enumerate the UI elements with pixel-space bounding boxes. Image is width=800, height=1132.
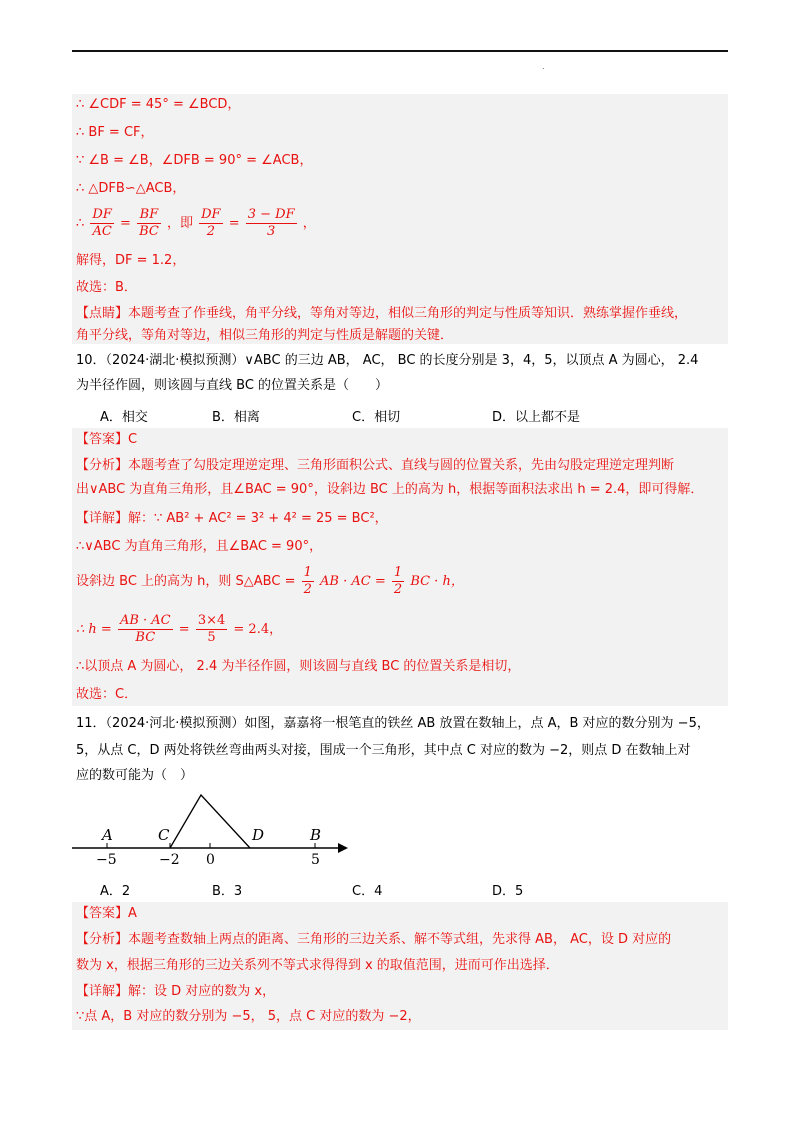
q10-detail-line2: ∴∨ABC 为直角三角形，且∠BAC = 90°， <box>76 539 323 554</box>
q11-stem-line3: 应的数可能为（ ） <box>76 768 194 783</box>
sol9-line4: ∴ △DFB∽△ACB， <box>76 181 186 196</box>
q11-detail-line1: 【详解】解：设 D 对应的数为 x， <box>76 984 276 999</box>
q10-answer: 【答案】C <box>76 432 138 447</box>
fraction: $\frac{1}{2}$ <box>393 565 403 597</box>
axis-arrow-icon <box>338 843 348 853</box>
q11-analysis-line1: 【分析】本题考查数轴上两点的距离、三角形的三边关系、解不等式组，先求得 AB， AC，设 D 对应的 <box>76 932 672 947</box>
q10-detail-line5: ∴以顶点 A 为圆心， 2.4 为半径作圆，则该圆与直线 BC 的位置关系是相切， <box>76 659 521 674</box>
number-line-figure <box>60 788 360 870</box>
fraction: $\frac{3\times 4}{5}$ <box>197 613 226 645</box>
fraction: $\frac{1}{2}$ <box>303 565 312 597</box>
q11-stem-line2: 5，从点 C，D 两处将铁丝弯曲两头对接，围成一个三角形，其中点 C 对应的数为 −2，则点 D 在数轴上对 <box>76 743 691 758</box>
label-b: B <box>310 826 322 844</box>
tick-label-neg5: −5 <box>96 852 117 868</box>
q11-option-d: D．5 <box>492 884 524 899</box>
sol9-line1: ∴ ∠CDF = 45° = ∠BCD， <box>76 97 241 112</box>
sol9-line3: ∵ ∠B = ∠B，∠DFB = 90° = ∠ACB， <box>76 153 313 168</box>
tick-label-neg2: −2 <box>159 852 180 868</box>
q11-detail-line2: ∵点 A，B 对应的数分别为 −5， 5，点 C 对应的数为 −2， <box>76 1009 421 1024</box>
fraction: $\frac{DF}{2}$ <box>201 207 221 239</box>
q10-option-b: B．相离 <box>212 410 260 425</box>
q10-analysis-line1: 【分析】本题考查了勾股定理逆定理、三角形面积公式、直线与圆的位置关系，先由勾股定理逆定理判断 <box>76 458 675 473</box>
header-dot: . <box>542 62 545 71</box>
q10-detail-line1: 【详解】解：∵ AB² + AC² = 3² + 4² = 25 = BC²， <box>76 511 388 526</box>
therefore-symbol: ∴ <box>76 216 85 231</box>
header-rule <box>72 50 728 52</box>
q10-detail-line3: 设斜边 BC 上的高为 h，则 S△ABC = $\frac{1}{2}$ AB · AC = $\frac{1}{2}$ BC · h， <box>76 565 464 597</box>
sol9-comment-line1: 【点睛】本题考查了作垂线，角平分线，等角对等边，相似三角形的判定与性质等知识．熟练掌握作垂线， <box>76 306 688 321</box>
sol9-line5: ∴ $\frac{DF}{AC}$ = $\frac{BF}{BC}$ ，即 $\frac{DF}{2}$ = $\frac{3 - DF}{3}$ ， <box>76 207 316 239</box>
sol9-comment-line2: 角平分线，等角对等边，相似三角形的判定与性质是解题的关键． <box>76 328 454 343</box>
q10-detail-line6: 故选：C． <box>76 687 138 702</box>
q11-stem-line1: 11．（2024·河北·模拟预测）如图，嘉嘉将一根笔直的铁丝 AB 放置在数轴上，点 A，B 对应的数分别为 −5， <box>76 716 710 731</box>
tick-label-5: 5 <box>311 852 320 868</box>
triangle-wire <box>170 795 250 848</box>
q10-option-c: C．相切 <box>352 410 401 425</box>
sol9-line2: ∴ BF = CF， <box>76 125 154 140</box>
sol9-line6: 解得，DF = 1.2， <box>76 253 186 268</box>
q10-stem-line1: 10．（2024·湖北·模拟预测）∨ABC 的三边 AB， AC， BC 的长度分别是 3，4，5，以顶点 A 为圆心， 2.4 <box>76 353 699 368</box>
q11-option-b: B．3 <box>212 884 243 899</box>
label-c: C <box>158 826 170 844</box>
q10-option-a: A．相交 <box>100 410 148 425</box>
q10-analysis-line2: 出∨ABC 为直角三角形，且∠BAC = 90°，设斜边 BC 上的高为 h，根据等面积法求出 h = 2.4，即可得解． <box>76 482 704 497</box>
fraction: $\frac{AB \cdot AC}{BC}$ <box>119 613 171 645</box>
fraction: $\frac{DF}{AC}$ <box>92 207 112 239</box>
q10-option-d: D．以上都不是 <box>492 410 581 425</box>
q11-option-c: C．4 <box>352 884 383 899</box>
label-a: A <box>102 826 113 844</box>
q11-option-a: A．2 <box>100 884 131 899</box>
label-d: D <box>252 826 265 844</box>
q11-answer: 【答案】A <box>76 906 137 921</box>
q11-analysis-line2: 数为 x，根据三角形的三边关系列不等式求得得到 x 的取值范围，进而可作出选择． <box>76 958 559 973</box>
tick-label-zero: 0 <box>206 852 215 868</box>
fraction: $\frac{3 - DF}{3}$ <box>247 207 295 239</box>
fraction: $\frac{BF}{BC}$ <box>139 207 159 239</box>
sol9-line7: 故选：B． <box>76 280 137 295</box>
q10-stem-line2: 为半径作圆，则该圆与直线 BC 的位置关系是（ ） <box>76 378 389 393</box>
q10-detail-line4: ∴ h = $\frac{AB \cdot AC}{BC}$ = $\frac{3\times 4}{5}$ = 2.4， <box>76 613 283 645</box>
